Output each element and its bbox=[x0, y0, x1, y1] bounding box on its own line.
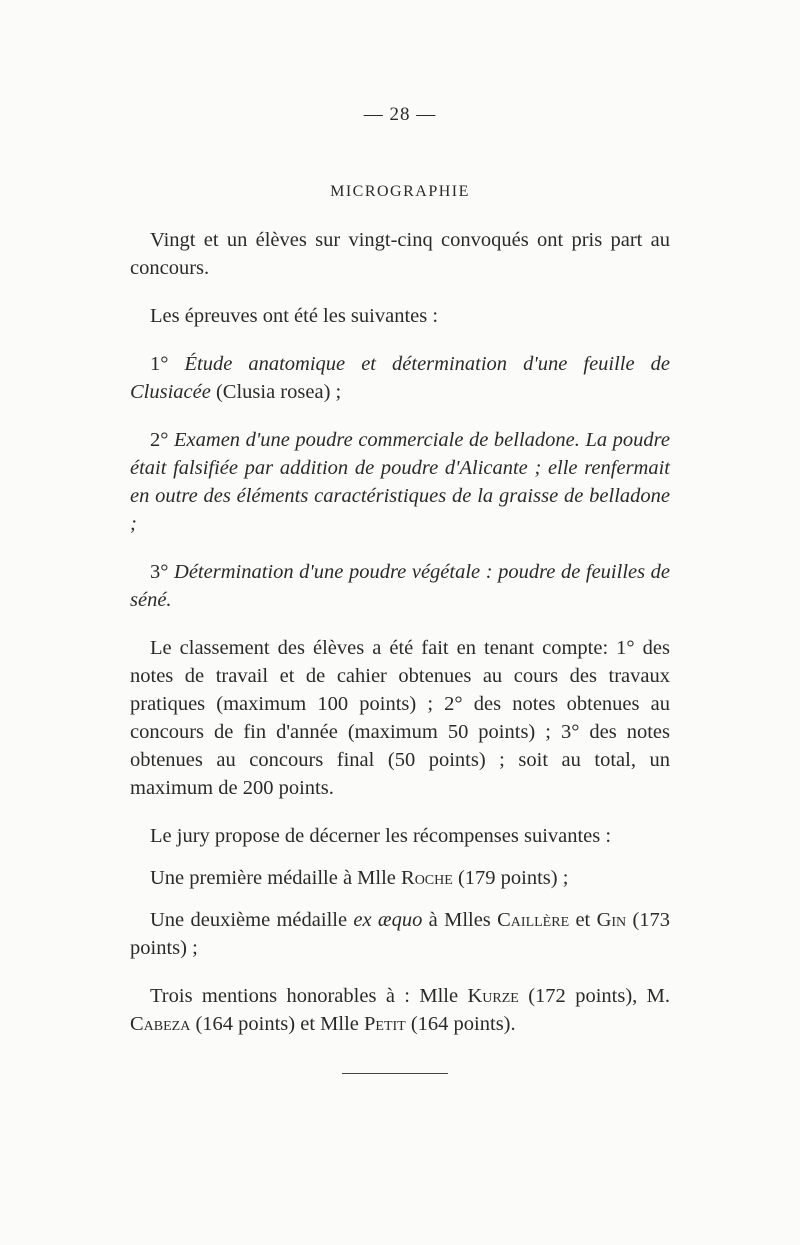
list-number: 2° bbox=[150, 429, 169, 451]
award-text: (164 points) et Mlle bbox=[195, 1013, 359, 1035]
winner-name: Cabeza bbox=[130, 1013, 191, 1035]
paragraph-ranking: Le classement des élèves a été fait en tenant compte: 1° des notes de travail et de cahier obtenues au cours des travaux pratiques (maximum 100 points) ; 2° des notes obtenues au concours de fin d'année (maximum 50 points) ; 3° des notes obtenues au concours final (50 points) ; soit au total, un maximum de 200 points. bbox=[130, 637, 670, 799]
award-points: (164 points). bbox=[410, 1013, 516, 1035]
award-text: et bbox=[575, 909, 591, 931]
test-1-title: Étude anatomique et détermination d'une feuille de Clusiacée bbox=[130, 353, 670, 403]
test-1-species: (Clusia rosea) ; bbox=[215, 381, 342, 403]
end-rule bbox=[342, 1073, 448, 1074]
winner-name: Kurze bbox=[467, 985, 519, 1007]
paragraph-second-medal bbox=[130, 906, 670, 962]
paragraph-test-2 bbox=[130, 426, 670, 538]
award-text: Une deuxième médaille bbox=[150, 909, 348, 931]
test-2-text: Examen d'une poudre commerciale de belladone. La poudre était falsifiée par addition de poudre d'Alicante ; elle renfermait en outre des éléments caractéristiques de la graisse de belladone ; bbox=[130, 429, 671, 535]
list-number: 1° bbox=[150, 353, 169, 375]
award-qualifier: ex æquo bbox=[353, 909, 423, 931]
paragraph-test-1 bbox=[130, 350, 670, 406]
winner-name: Gin bbox=[596, 909, 627, 931]
paragraph-first-medal bbox=[130, 864, 670, 892]
award-points: (179 points) ; bbox=[457, 867, 569, 889]
award-text: (172 points), M. bbox=[528, 985, 671, 1007]
test-3-text: Détermination d'une poudre végétale : poudre de feuilles de séné. bbox=[130, 561, 671, 611]
body-text bbox=[130, 226, 670, 1058]
paragraph-tests-intro: Les épreuves ont été les suivantes : bbox=[150, 305, 439, 327]
winner-name: Caillère bbox=[497, 909, 570, 931]
paragraph-test-3 bbox=[130, 558, 670, 614]
paragraph-jury: Le jury propose de décerner les récompenses suivantes : bbox=[150, 825, 612, 847]
page-number: — 28 — bbox=[363, 104, 437, 125]
section-title: MICROGRAPHIE bbox=[330, 183, 470, 200]
list-number: 3° bbox=[150, 561, 169, 583]
winner-name: Roche bbox=[401, 867, 453, 889]
award-text: à Mlles bbox=[428, 909, 491, 931]
winner-name: Petit bbox=[364, 1013, 406, 1035]
paragraph-participants: Vingt et un élèves sur vingt-cinq convoqués ont pris part au concours. bbox=[130, 229, 670, 279]
award-text: Une première médaille à Mlle bbox=[150, 867, 396, 889]
paragraph-honorable-mentions bbox=[130, 982, 670, 1038]
award-points: (173 points) ; bbox=[130, 909, 671, 959]
award-text: Trois mentions honorables à : Mlle bbox=[150, 985, 459, 1007]
